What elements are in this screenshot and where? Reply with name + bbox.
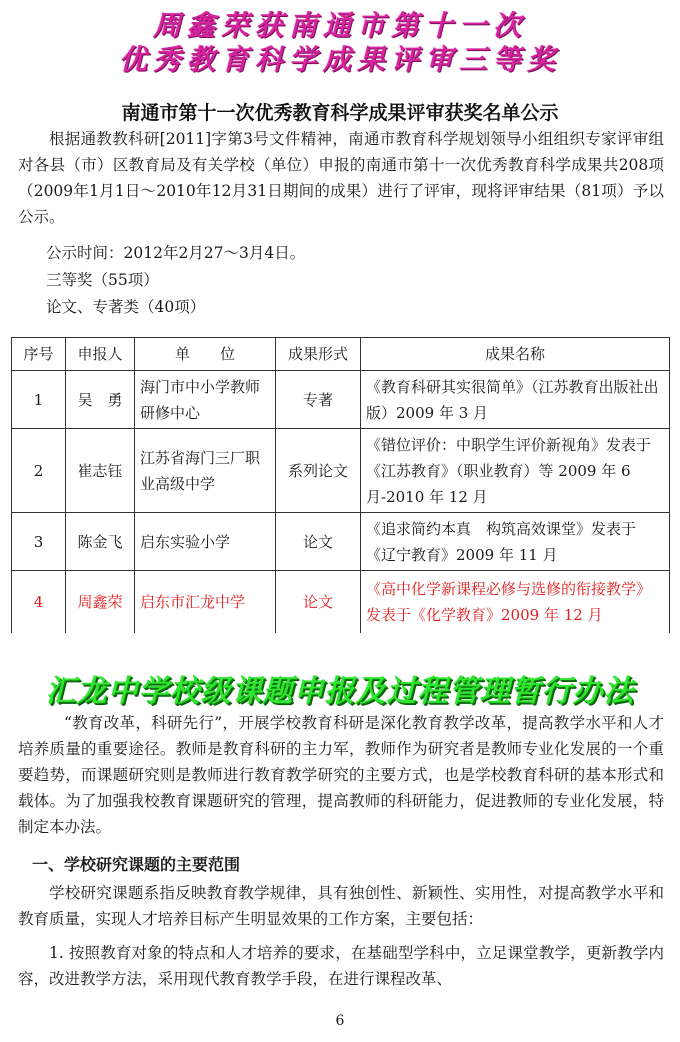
cell-form: 系列论文 — [276, 429, 361, 513]
notice-intro: 根据通教教科研[2011]字第3号文件精神，南通市教育科学规划领导小组组织专家评审组对各县（市）区教育局及有关学校（单位）申报的南通市第十一次优秀教育科学成果共208项（2009年1月1日～2010年12月31日期间的成果）进行了评审，现将评审结果（81项）予以公示。 — [18, 130, 664, 226]
cell-name: 周鑫荣 — [66, 571, 135, 633]
regulation-intro: “教育改革，科研先行”，开展学校教育科研是深化教育教学改革，提高教学水平和人才培养质量的重要途径。教师是教育科研的主力军，教师作为研究者是教师专业化发展的一个重要趋势，而课题研究则是教师进行教育教学研究的主要方式，也是学校教育科研的基本形式和载体。为了加强我校教育课题研究的管理，提高教师的科研能力，促进教师的专业化发展，特制定本办法。 — [18, 714, 664, 836]
header-name: 申报人 — [66, 338, 135, 371]
notice-award-level: 三等奖（55项） — [46, 271, 159, 289]
cell-name: 陈金飞 — [66, 513, 135, 571]
cell-form: 专著 — [276, 371, 361, 429]
cell-unit: 启东市汇龙中学 — [135, 571, 276, 633]
table-row — [12, 429, 670, 513]
cell-form: 论文 — [276, 513, 361, 571]
notice-category: 论文、专著类（40项） — [46, 298, 206, 316]
award-table — [11, 337, 670, 633]
table-row — [12, 371, 670, 429]
cell-name: 崔志钰 — [66, 429, 135, 513]
header-no: 序号 — [12, 338, 66, 371]
cell-no: 4 — [12, 571, 66, 633]
banner-line-2: 优秀教育科学成果评审三等奖 — [118, 43, 561, 76]
page-number: 6 — [335, 1013, 345, 1029]
cell-unit: 海门市中小学教师研修中心 — [135, 371, 276, 429]
header-unit: 单 位 — [135, 338, 276, 371]
cell-name: 吴 勇 — [66, 371, 135, 429]
cell-title: 《高中化学新课程必修与选修的衔接教学》发表于《化学教育》2009 年 12 月 — [361, 571, 670, 633]
table-header-row — [12, 338, 670, 371]
cell-no: 3 — [12, 513, 66, 571]
notice-title: 南通市第十一次优秀教育科学成果评审获奖名单公示 — [121, 102, 559, 124]
cell-unit: 启东实验小学 — [135, 513, 276, 571]
cell-title: 《错位评价：中职学生评价新视角》发表于《江苏教育》（职业教育）等 2009 年 6 月-2010 年 12 月 — [361, 429, 670, 513]
notice-period: 公示时间：2012年2月27～3月4日。 — [46, 244, 306, 262]
section1-heading: 一、学校研究课题的主要范围 — [32, 855, 241, 874]
cell-form: 论文 — [276, 571, 361, 633]
cell-no: 2 — [12, 429, 66, 513]
section1-item1: 1. 按照教育对象的特点和人才培养的要求，在基础型学科中，立足课堂教学，更新教学内容，改进教学方法，采用现代教育教学手段，在进行课程改革、 — [18, 944, 664, 988]
header-title: 成果名称 — [361, 338, 670, 371]
regulation-title: 汇龙中学校级课题申报及过程管理暂行办法 — [45, 674, 635, 709]
cell-title: 《教育科研其实很简单》（江苏教育出版社出版）2009 年 3 月 — [361, 371, 670, 429]
banner-line-1: 周鑫荣获南通市第十一次 — [152, 9, 527, 42]
table-row-highlighted — [12, 571, 670, 633]
header-form: 成果形式 — [276, 338, 361, 371]
cell-title: 《追求简约本真 构筑高效课堂》发表于《辽宁教育》2009 年 11 月 — [361, 513, 670, 571]
section1-text: 学校研究课题系指反映教育教学规律，具有独创性、新颖性、实用性，对提高教学水平和教育质量，实现人才培养目标产生明显效果的工作方案，主要包括： — [18, 884, 664, 928]
cell-unit: 江苏省海门三厂职业高级中学 — [135, 429, 276, 513]
cell-no: 1 — [12, 371, 66, 429]
table-row — [12, 513, 670, 571]
